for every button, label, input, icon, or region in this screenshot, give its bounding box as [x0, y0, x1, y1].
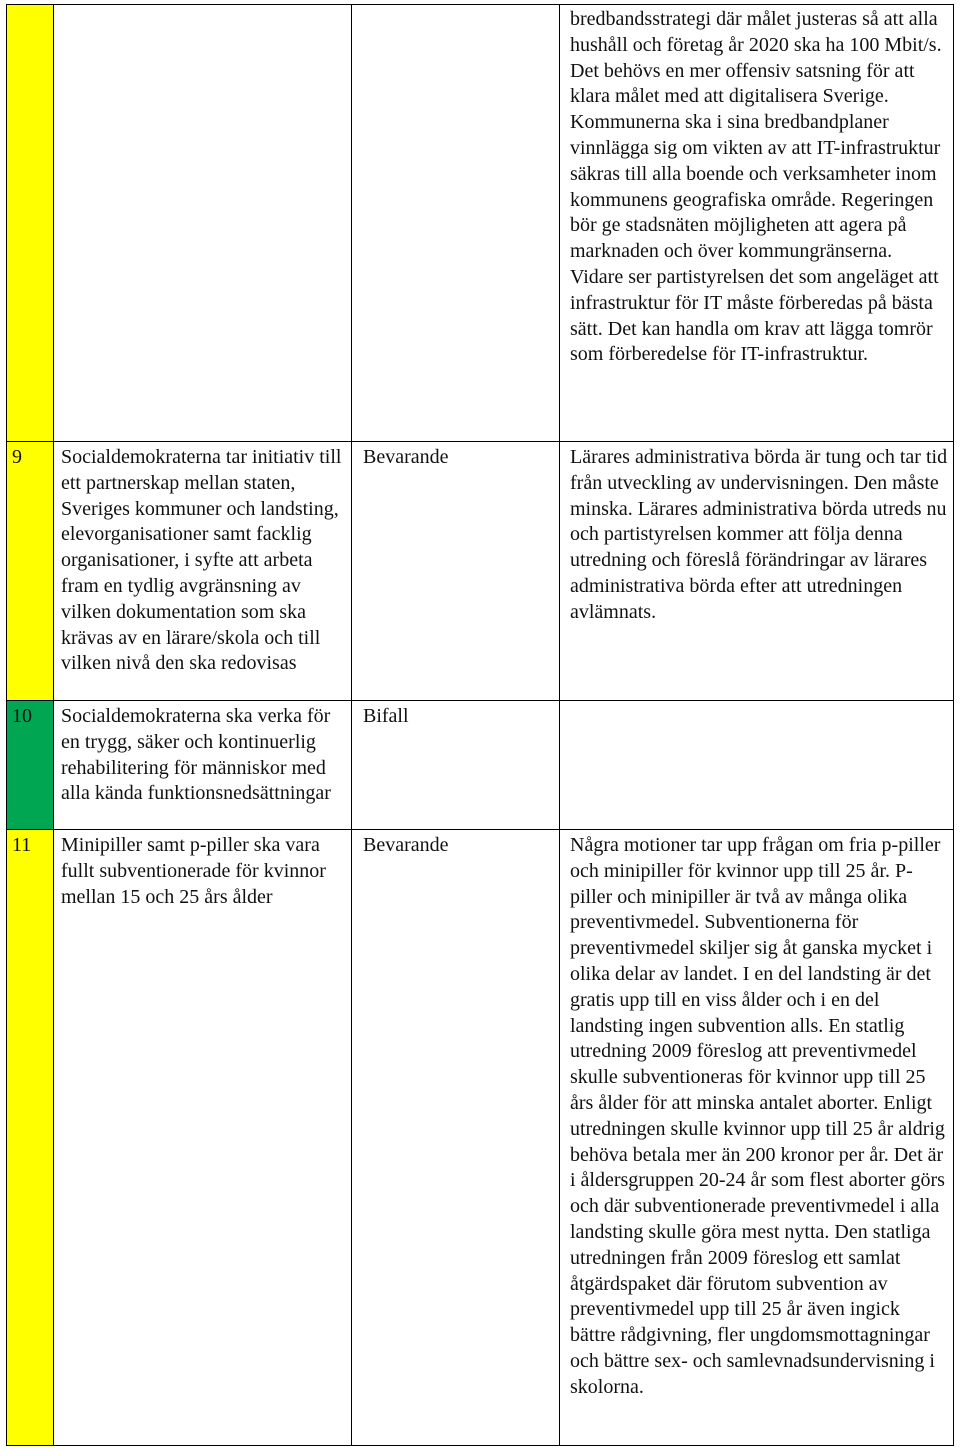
- comment-text: Lärares administrativa börda är tung och tar tid från utveckling av undervisningen. Den måste minska. Lärares administrativa börda utreds nu och partistyrelsen kommer att följa denna utredning och föreslå förändringar av lärares administrativa börda efter att utredningen avlämnats.: [570, 446, 948, 623]
- comment-cell: [560, 829, 954, 1446]
- decision-text: Bevarande: [363, 834, 449, 856]
- decision-text: Bevarande: [363, 446, 449, 468]
- comment-text: Några motioner tar upp frågan om fria p-piller och minipiller för kvinnor upp till 25 år. P-piller och minipiller är två av många olika preventivmedel. Subventionerna för preventivmedel skiljer sig åt ganska mycket i olika delar av landet. I en del landsting är det gratis upp till en viss ålder och i en del landsting ingen subvention alls. En statlig utredning 2009 föreslog att preventivmedel skulle subventioneras för kvinnor upp till 25 års ålder för att minska antalet aborter. Enligt utredningen skulle kvinnor upp till 25 år aldrig behöva betala mer än 200 kronor per år. Det är i åldersgruppen 20-24 år som flest aborter görs och där subventionerade preventivmedel i alla landsting skulle göra mest nytta. Den statliga utredningen från 2009 föreslog ett samlat åtgärdspaket där förutom subvention av preventivmedel upp till 25 år även ingick bättre rådgivning, fler ungdomsmottagningar och bättre sex- och samlevnadsundervisning i skolorna.: [570, 834, 945, 1398]
- motion-text: Socialdemokraterna ska verka för en trygg, säker och kontinuerlig rehabilitering för människor med alla kända funktionsnedsättningar: [61, 705, 331, 805]
- row-divider: [6, 829, 954, 830]
- motion-text: Minipiller samt p-piller ska vara fullt subventionerade för kvinnor mellan 15 och 25 års ålder: [61, 834, 326, 908]
- row-divider: [6, 700, 954, 701]
- row-divider: [6, 441, 954, 442]
- comment-cell: [560, 441, 954, 700]
- number-cell: [6, 700, 54, 829]
- number-cell: [6, 4, 54, 441]
- number-cell: [6, 441, 54, 700]
- comment-cell: [560, 700, 954, 829]
- table-row: [6, 829, 954, 1446]
- motion-cell: [54, 829, 352, 1446]
- motion-table: [6, 4, 954, 1446]
- decision-cell: [352, 4, 560, 441]
- decision-cell: [352, 441, 560, 700]
- motion-cell: [54, 700, 352, 829]
- row-number: 11: [12, 834, 32, 856]
- number-cell: [6, 829, 54, 1446]
- row-number: 9: [12, 446, 22, 468]
- motion-cell: [54, 441, 352, 700]
- table-row: [6, 4, 954, 441]
- decision-text: Bifall: [363, 705, 409, 727]
- motion-text: Socialdemokraterna tar initiativ till ett partnerskap mellan staten, Sveriges kommuner och landsting, elevorganisationer samt facklig organisationer, i syfte att arbeta fram en tydlig avgränsning av vilken dokumentation som ska krävas av en lärare/skola och till vilken nivå den ska redovisas: [61, 446, 342, 675]
- decision-cell: [352, 700, 560, 829]
- table-row: [6, 441, 954, 700]
- table-row: [6, 700, 954, 829]
- comment-text: bredbandsstrategi där målet justeras så att alla hushåll och företag år 2020 ska ha 100 Mbit/s. Det behövs en mer offensiv satsning för att klara målet med att digitalisera Sverige. Kommunerna ska i sina bredbandplaner vinnlägga sig om vikten av att IT-infrastruktur säkras till alla boende och verksamheter inom kommunens geografiska område. Regeringen bör ge stadsnäten möjligheten att agera på marknaden och över kommungränserna. Vidare ser partistyrelsen det som angeläget att infrastruktur för IT måste förberedas på bästa sätt. Det kan handla om krav att lägga tomrör som förberedelse för IT-infrastruktur.: [570, 8, 942, 366]
- comment-cell: [560, 4, 954, 441]
- motion-cell: [54, 4, 352, 441]
- row-number: 10: [12, 705, 32, 727]
- decision-cell: [352, 829, 560, 1446]
